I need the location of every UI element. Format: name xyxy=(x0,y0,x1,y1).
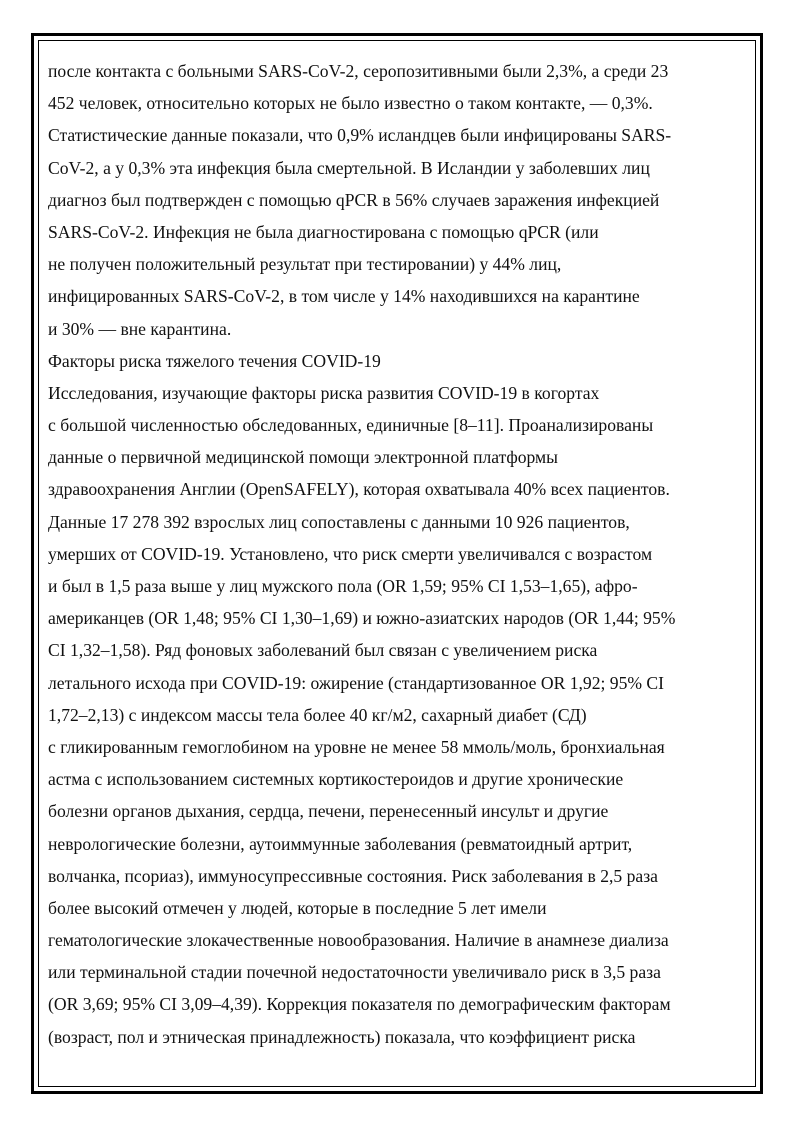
text-line: и 30% — вне карантина. xyxy=(48,318,232,339)
text-line: с гликированным гемоглобином на уровне не менее 58 ммоль/моль, бронхиальная xyxy=(48,736,665,757)
text-line: американцев (OR 1,48; 95% CI 1,30–1,69) и южно-азиатских народов (OR 1,44; 95% xyxy=(48,608,676,629)
text-line: Исследования, изучающие факторы риска развития COVID-19 в когортах xyxy=(48,382,600,403)
text-line: диагноз был подтвержден с помощью qPCR в 56% случаев заражения инфекцией xyxy=(48,189,660,210)
text-line: летального исхода при COVID-19: ожирение (стандартизованное OR 1,92; 95% CI xyxy=(48,672,665,693)
text-line: данные о первичной медицинской помощи электронной платформы xyxy=(48,447,558,468)
section-heading: Факторы риска тяжелого течения COVID-19 xyxy=(48,350,381,371)
text-line: инфицированных SARS-CoV-2, в том числе у 14% находившихся на карантине xyxy=(48,286,640,307)
text-line: или терминальной стадии почечной недостаточности увеличивало риск в 3,5 раза xyxy=(48,962,661,983)
text-line: гематологические злокачественные новообразования. Наличие в анамнезе диализа xyxy=(48,930,669,951)
text-line: 1,72–2,13) с индексом массы тела более 40 кг/м2, сахарный диабет (СД) xyxy=(48,704,587,725)
text-line: CI 1,32–1,58). Ряд фоновых заболеваний был связан с увеличением риска xyxy=(48,640,598,661)
text-line: Данные 17 278 392 взрослых лиц сопоставлены с данными 10 926 пациентов, xyxy=(48,511,630,532)
text-line: болезни органов дыхания, сердца, печени, перенесенный инсульт и другие xyxy=(48,801,609,822)
document-body xyxy=(48,55,748,1053)
text-line: с большой численностью обследованных, единичные [8–11]. Проанализированы xyxy=(48,415,654,436)
text-line: CoV-2, а у 0,3% эта инфекция была смертельной. В Исландии у заболевших лиц xyxy=(48,157,650,178)
text-line: 452 человек, относительно которых не было известно о таком контакте, — 0,3%. xyxy=(48,93,653,114)
text-line: здравоохранения Англии (OpenSAFELY), которая охватывала 40% всех пациентов. xyxy=(48,479,670,500)
text-line: более высокий отмечен у людей, которые в последние 5 лет имели xyxy=(48,897,547,918)
text-line: астма с использованием системных кортикостероидов и другие хронические xyxy=(48,769,624,790)
text-line: SARS-CoV-2. Инфекция не была диагностирована с помощью qPCR (или xyxy=(48,221,599,242)
text-line: умерших от COVID-19. Установлено, что риск смерти увеличивался с возрастом xyxy=(48,543,653,564)
text-line: неврологические болезни, аутоиммунные заболевания (ревматоидный артрит, xyxy=(48,833,633,854)
text-line: (OR 3,69; 95% CI 3,09–4,39). Коррекция показателя по демографическим факторам xyxy=(48,994,671,1015)
text-line: (возраст, пол и этническая принадлежность) показала, что коэффициент риска xyxy=(48,1026,636,1047)
text-line: не получен положительный результат при тестировании) у 44% лиц, xyxy=(48,254,562,275)
text-line: Статистические данные показали, что 0,9% исландцев были инфицированы SARS- xyxy=(48,125,672,146)
text-line: волчанка, псориаз), иммуносупрессивные состояния. Риск заболевания в 2,5 раза xyxy=(48,865,658,886)
text-line: после контакта с больными SARS-CoV-2, серопозитивными были 2,3%, а среди 23 xyxy=(48,61,669,81)
text-line: и был в 1,5 раза выше у лиц мужского пола (OR 1,59; 95% CI 1,53–1,65), афро- xyxy=(48,576,638,596)
